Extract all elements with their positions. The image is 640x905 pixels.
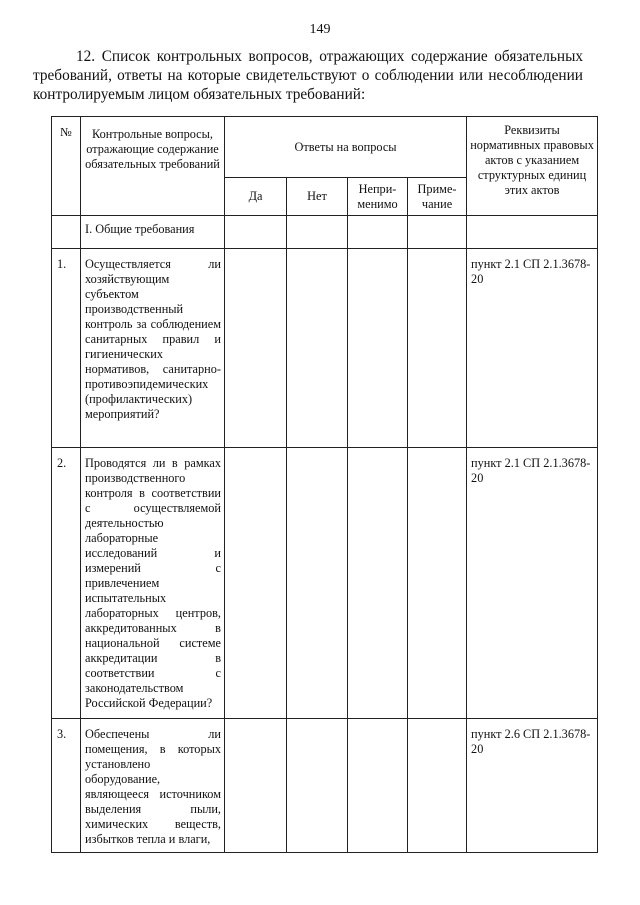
answer-note-cell[interactable] (408, 719, 467, 853)
row-number: 3. (52, 719, 81, 853)
answer-yes-cell[interactable] (225, 719, 287, 853)
answer-cell (408, 216, 467, 249)
table-header-row (52, 117, 598, 178)
answer-no-cell[interactable] (287, 448, 348, 719)
answer-cell (287, 216, 348, 249)
question-cell: Обеспечены ли помещения, в которых установлено оборудование, являющееся источником выделения пыли, химических веществ, избытков тепла и влаги, (81, 719, 225, 853)
answer-na-cell[interactable] (348, 719, 408, 853)
answer-note-cell[interactable] (408, 448, 467, 719)
question-cell: Осуществляется ли хозяйствующим субъектом производственный контроль за соблюдением санитарных правил и гигиенических нормативов, санитарно-противоэпидемических (профилактических) мероприятий? (81, 249, 225, 448)
requisite-cell (467, 216, 598, 249)
answer-no-cell[interactable] (287, 719, 348, 853)
header-yes: Да (225, 178, 287, 216)
requisite-cell: пункт 2.1 СП 2.1.3678-20 (467, 249, 598, 448)
table-row (52, 719, 598, 853)
answer-note-cell[interactable] (408, 249, 467, 448)
section-heading (33, 47, 583, 104)
header-no: Нет (287, 178, 348, 216)
answer-na-cell[interactable] (348, 249, 408, 448)
requisite-cell: пункт 2.1 СП 2.1.3678-20 (467, 448, 598, 719)
section-num-cell (52, 216, 81, 249)
header-num: № (52, 117, 81, 216)
question-cell: Проводятся ли в рамках производственного контроля в соответствии с осуществляемой деятельностью лабораторные исследований и измерений с привлечением испытательных лабораторных центров, аккредитованных в национальной системе аккредитации в соответствии с законодательством Российской Федерации? (81, 448, 225, 719)
answer-yes-cell[interactable] (225, 249, 287, 448)
checklist-table (51, 116, 598, 853)
requisite-cell: пункт 2.6 СП 2.1.3678-20 (467, 719, 598, 853)
row-number: 1. (52, 249, 81, 448)
header-answers: Ответы на вопросы (225, 117, 467, 178)
header-not-applicable: Непри-менимо (348, 178, 408, 216)
answer-yes-cell[interactable] (225, 448, 287, 719)
section-row (52, 216, 598, 249)
table-row (52, 448, 598, 719)
answer-cell (348, 216, 408, 249)
row-number: 2. (52, 448, 81, 719)
header-question: Контрольные вопросы, отражающие содержание обязательных требований (81, 117, 225, 216)
section-heading-text: 12. Список контрольных вопросов, отражающих содержание обязательных требований, ответы на которые свидетельствуют о соблюдении или несоблюдении контролируемым лицом обязательных требований: (33, 48, 583, 103)
answer-no-cell[interactable] (287, 249, 348, 448)
table-row (52, 249, 598, 448)
page-number: 149 (309, 22, 331, 37)
answer-na-cell[interactable] (348, 448, 408, 719)
header-requisites: Реквизиты нормативных правовых актов с указанием структурных единиц этих актов (467, 117, 598, 216)
answer-cell (225, 216, 287, 249)
header-note: Приме-чание (408, 178, 467, 216)
section-title: I. Общие требования (81, 216, 225, 249)
